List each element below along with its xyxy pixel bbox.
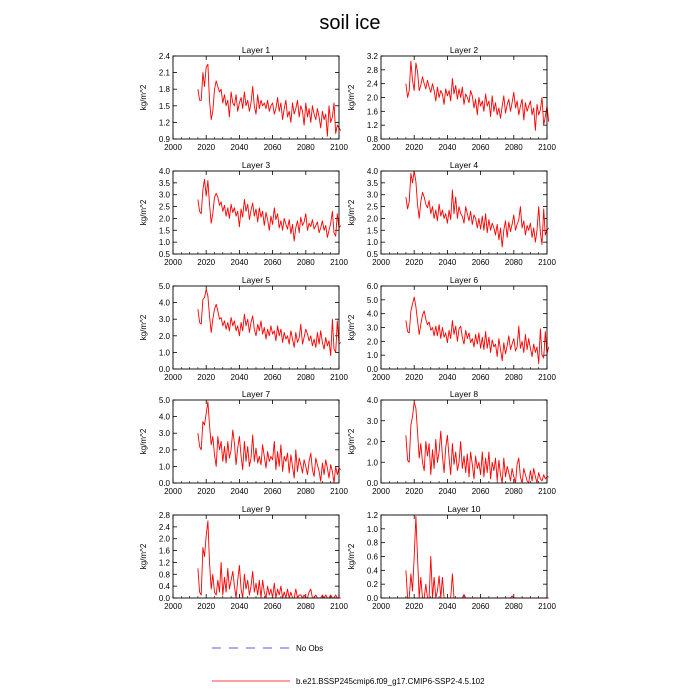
x-tick-label: 2080 [504, 258, 523, 267]
chart-panel-layer-5 [139, 275, 348, 382]
x-tick-label: 2100 [330, 373, 348, 382]
x-tick-label: 2040 [230, 373, 249, 382]
y-tick-label: 2.0 [366, 337, 378, 347]
x-tick-label: 2080 [504, 602, 523, 611]
x-tick-label: 2080 [504, 487, 523, 496]
x-tick-label: 2000 [164, 258, 182, 267]
panel-title: Layer 7 [241, 389, 271, 399]
x-tick-label: 2020 [197, 258, 216, 267]
y-tick-label: 2.0 [158, 214, 170, 224]
x-tick-label: 2040 [438, 487, 457, 496]
y-tick-label: 4.0 [366, 396, 378, 405]
y-tick-label: 3.5 [366, 178, 378, 188]
x-tick-label: 2100 [538, 143, 556, 152]
x-tick-label: 2040 [438, 143, 457, 152]
x-tick-label: 2080 [296, 487, 315, 496]
series-line [198, 289, 341, 355]
plot-frame [173, 56, 339, 139]
y-tick-label: 3.5 [158, 178, 170, 188]
y-tick-label: 2.5 [158, 202, 170, 212]
chart-panel-layer-3 [139, 160, 348, 267]
x-tick-label: 2020 [405, 258, 424, 267]
y-tick-label: 0.5 [366, 250, 378, 259]
chart-panel-layer-10 [347, 504, 556, 611]
y-tick-label: 5.0 [158, 396, 170, 405]
x-tick-label: 2000 [164, 373, 182, 382]
panel-title: Layer 1 [241, 45, 271, 55]
y-tick-label: 3.0 [158, 190, 170, 200]
series-line [406, 402, 549, 483]
y-tick-label: 0.0 [366, 594, 378, 603]
y-tick-label: 3.0 [158, 429, 170, 439]
legend-entry-simulation [212, 677, 485, 686]
y-tick-label: 4.0 [366, 167, 378, 176]
y-tick-label: 0.4 [366, 566, 378, 576]
y-tick-label: 2.0 [366, 437, 378, 447]
y-tick-label: 1.2 [158, 558, 170, 568]
x-tick-label: 2100 [538, 258, 556, 267]
y-tick-label: 2.8 [366, 65, 378, 75]
y-tick-label: 0.8 [158, 570, 170, 580]
x-tick-label: 2060 [263, 258, 282, 267]
x-tick-label: 2040 [438, 258, 457, 267]
x-tick-label: 2020 [405, 373, 424, 382]
y-tick-label: 2.0 [158, 445, 170, 455]
y-tick-label: 0.0 [158, 479, 170, 488]
x-tick-label: 2040 [230, 602, 249, 611]
x-tick-label: 2000 [372, 602, 390, 611]
plot-frame [173, 286, 339, 369]
x-tick-label: 2060 [263, 602, 282, 611]
panel-title: Layer 8 [449, 389, 479, 399]
x-tick-label: 2100 [330, 143, 348, 152]
x-tick-label: 2020 [197, 487, 216, 496]
y-axis-label: kg/m^2 [139, 428, 148, 455]
y-tick-label: 2.4 [158, 522, 170, 532]
x-tick-label: 2100 [330, 602, 348, 611]
y-tick-label: 1.5 [366, 226, 378, 236]
x-tick-label: 2060 [471, 487, 490, 496]
y-tick-label: 4.0 [366, 309, 378, 319]
chart-panel-layer-1 [139, 45, 348, 152]
y-tick-label: 2.8 [158, 511, 170, 520]
chart-panel-layer-2 [347, 45, 556, 152]
series-line [198, 402, 341, 483]
y-tick-label: 0.8 [366, 538, 378, 548]
x-tick-label: 2000 [164, 602, 182, 611]
y-tick-label: 4.0 [158, 167, 170, 176]
panel-title: Layer 3 [241, 160, 271, 170]
y-tick-label: 1.5 [158, 101, 170, 111]
y-tick-label: 2.0 [366, 214, 378, 224]
y-tick-label: 0.4 [158, 582, 170, 592]
y-tick-label: 4.0 [158, 412, 170, 422]
y-tick-label: 1.6 [158, 546, 170, 556]
legend-label-simulation: b.e21.BSSP245cmip6.f09_g17.CMIP6-SSP2-4.5.102 [296, 677, 485, 686]
series-line [406, 297, 549, 363]
chart-panels [139, 45, 556, 611]
y-tick-label: 2.1 [158, 68, 170, 78]
y-axis-label: kg/m^2 [139, 199, 148, 226]
x-tick-label: 2020 [197, 602, 216, 611]
y-tick-label: 0.5 [158, 250, 170, 259]
plot-frame [173, 400, 339, 483]
x-tick-label: 2060 [471, 373, 490, 382]
series-line [198, 179, 341, 241]
x-tick-label: 2000 [372, 143, 390, 152]
y-tick-label: 0.0 [158, 594, 170, 603]
y-axis-label: kg/m^2 [347, 199, 356, 226]
x-tick-label: 2100 [538, 602, 556, 611]
y-axis-label: kg/m^2 [347, 543, 356, 570]
chart-panel-layer-8 [347, 389, 556, 496]
y-axis-label: kg/m^2 [139, 84, 148, 111]
y-tick-label: 0.9 [158, 135, 170, 144]
series-line [406, 516, 549, 598]
x-tick-label: 2080 [296, 258, 315, 267]
x-tick-label: 2080 [296, 602, 315, 611]
y-tick-label: 2.0 [158, 534, 170, 544]
panel-title: Layer 10 [447, 504, 481, 514]
x-tick-label: 2020 [197, 143, 216, 152]
x-tick-label: 2060 [471, 602, 490, 611]
x-tick-label: 2020 [197, 373, 216, 382]
x-tick-label: 2040 [230, 143, 249, 152]
x-tick-label: 2000 [164, 143, 182, 152]
series-line [198, 64, 341, 136]
x-tick-label: 2100 [330, 487, 348, 496]
x-tick-label: 2000 [164, 487, 182, 496]
panel-title: Layer 9 [241, 504, 271, 514]
y-tick-label: 0.0 [366, 365, 378, 374]
y-tick-label: 2.0 [158, 331, 170, 341]
figure-title: soil ice [319, 12, 381, 34]
y-axis-label: kg/m^2 [347, 428, 356, 455]
y-tick-label: 5.0 [158, 282, 170, 291]
y-tick-label: 1.2 [366, 511, 378, 520]
panel-title: Layer 5 [241, 275, 271, 285]
legend [212, 644, 485, 686]
y-tick-label: 1.8 [158, 85, 170, 95]
y-tick-label: 1.0 [158, 462, 170, 472]
y-axis-label: kg/m^2 [139, 543, 148, 570]
x-tick-label: 2000 [372, 487, 390, 496]
plot-frame [381, 515, 547, 598]
y-tick-label: 2.0 [366, 93, 378, 103]
x-tick-label: 2000 [372, 373, 390, 382]
x-tick-label: 2060 [263, 373, 282, 382]
x-tick-label: 2040 [230, 487, 249, 496]
chart-panel-layer-9 [139, 504, 348, 611]
plot-frame [381, 56, 547, 139]
y-tick-label: 1.0 [158, 238, 170, 248]
y-axis-label: kg/m^2 [347, 84, 356, 111]
x-tick-label: 2100 [538, 487, 556, 496]
x-tick-label: 2000 [372, 258, 390, 267]
panel-title: Layer 4 [449, 160, 479, 170]
x-tick-label: 2080 [504, 373, 523, 382]
x-tick-label: 2020 [405, 143, 424, 152]
x-tick-label: 2040 [230, 258, 249, 267]
y-tick-label: 2.4 [158, 52, 170, 61]
y-tick-label: 4.0 [158, 298, 170, 308]
x-tick-label: 2080 [504, 143, 523, 152]
y-tick-label: 3.0 [366, 323, 378, 333]
x-tick-label: 2080 [296, 373, 315, 382]
y-tick-label: 1.0 [366, 524, 378, 534]
y-tick-label: 3.0 [158, 315, 170, 325]
plot-frame [381, 171, 547, 254]
y-axis-label: kg/m^2 [139, 314, 148, 341]
y-tick-label: 5.0 [366, 295, 378, 305]
y-tick-label: 2.4 [366, 79, 378, 89]
y-tick-label: 3.0 [366, 190, 378, 200]
y-tick-label: 1.0 [366, 458, 378, 468]
legend-entry-no-obs [212, 644, 323, 653]
chart-panel-layer-4 [347, 160, 556, 267]
x-tick-label: 2040 [438, 602, 457, 611]
y-tick-label: 1.0 [366, 351, 378, 361]
y-tick-label: 1.2 [366, 121, 378, 131]
chart-panel-layer-6 [347, 275, 556, 382]
y-tick-label: 2.5 [366, 202, 378, 212]
x-tick-label: 2020 [405, 487, 424, 496]
x-tick-label: 2060 [471, 143, 490, 152]
x-tick-label: 2060 [263, 143, 282, 152]
y-tick-label: 0.6 [366, 552, 378, 562]
x-tick-label: 2040 [438, 373, 457, 382]
plot-frame [173, 171, 339, 254]
y-tick-label: 1.5 [158, 226, 170, 236]
panel-title: Layer 6 [449, 275, 479, 285]
series-line [406, 171, 549, 247]
y-tick-label: 0.2 [366, 580, 378, 590]
y-axis-label: kg/m^2 [347, 314, 356, 341]
plot-frame [381, 286, 547, 369]
y-tick-label: 3.0 [366, 416, 378, 426]
y-tick-label: 6.0 [366, 282, 378, 291]
y-tick-label: 0.8 [366, 135, 378, 144]
y-tick-label: 1.0 [366, 238, 378, 248]
chart-panel-layer-7 [139, 389, 348, 496]
x-tick-label: 2100 [330, 258, 348, 267]
y-tick-label: 3.2 [366, 52, 378, 61]
x-tick-label: 2020 [405, 602, 424, 611]
x-tick-label: 2060 [471, 258, 490, 267]
y-tick-label: 0.0 [158, 365, 170, 374]
panel-title: Layer 2 [449, 45, 479, 55]
y-tick-label: 1.0 [158, 348, 170, 358]
y-tick-label: 1.6 [366, 107, 378, 117]
legend-label-no-obs: No Obs [296, 644, 324, 653]
x-tick-label: 2100 [538, 373, 556, 382]
y-tick-label: 0.0 [366, 479, 378, 488]
y-tick-label: 1.2 [158, 118, 170, 128]
x-tick-label: 2080 [296, 143, 315, 152]
series-line [198, 521, 341, 598]
series-line [406, 61, 549, 130]
x-tick-label: 2060 [263, 487, 282, 496]
